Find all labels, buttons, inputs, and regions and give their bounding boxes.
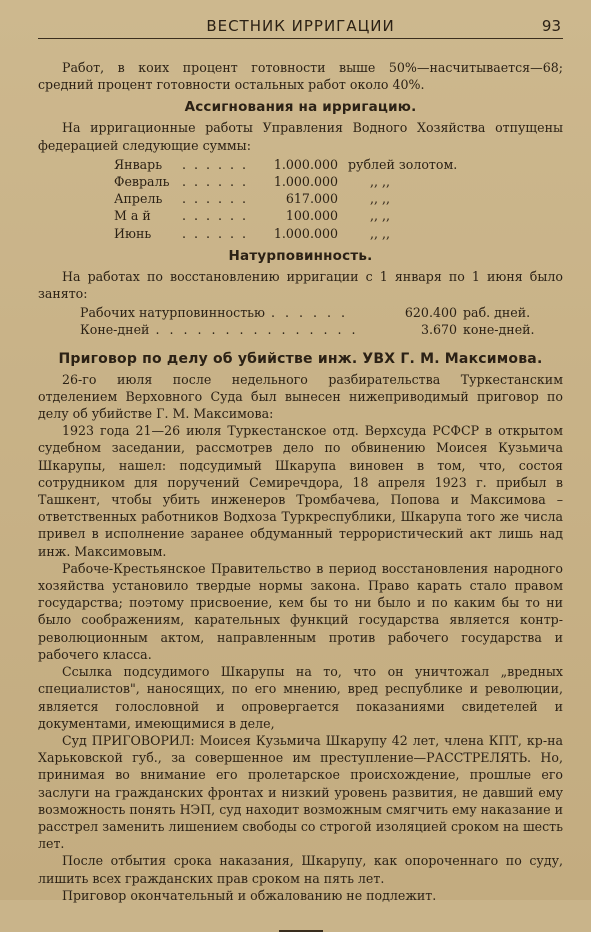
amount-value: 1.000.000: [273, 156, 338, 172]
leader-dots: . . . . . . . . . . . . . . .: [155, 322, 359, 338]
amount-value: 1.000.000: [273, 174, 338, 190]
amount-value: 3.670: [420, 322, 457, 338]
verdict-paragraph: Рабоче-Крестьянское Правительство в период восстановления народного хозяйства установило твердые нормы закона. Право карать стало правом государства; поэтому присвоение, кем бы то ни было и по каким бы то ни было соображениям, карательных функций государства является контр-революционным актом, направленным против рабочего государства и рабочего класса.: [38, 560, 563, 662]
ditto-mark: ,, ,,: [370, 208, 391, 224]
amount-value: 100.000: [285, 208, 338, 224]
ditto-mark: ,, ,,: [370, 191, 391, 207]
journal-title: ВЕСТНИК ИРРИГАЦИИ: [206, 17, 395, 35]
leader-dots: . . . . . .: [270, 305, 349, 321]
unit-label: раб. дней.: [463, 305, 531, 321]
month-label: Апрель: [114, 191, 163, 207]
verdict-paragraph: После отбытия срока наказания, Шкарупу, как опороченнаго по суду, лишить всех гражданских прав сроком на пять лет.: [38, 853, 563, 886]
unit-label: рублей золотом.: [348, 156, 458, 172]
table-row: [38, 156, 563, 173]
verdict-paragraph: 26-го июля после недельного разбирательства Туркестанским отделением Верховного Суда был вынесен нижеприводимый приговор по делу об убийстве Г. М. Максимова:: [38, 371, 563, 422]
month-label: Январь: [114, 156, 163, 172]
amount-value: 1.000.000: [273, 225, 338, 241]
month-label: Февраль: [114, 174, 170, 190]
leader-dots: . . . . . .: [182, 156, 249, 172]
section-title-verdict: Приговор по делу об убийстве инж. УВХ Г. М. Максимова.: [58, 350, 543, 367]
page-header: [38, 14, 563, 39]
section-title-labor: Натурповинность.: [228, 247, 373, 264]
intro-paragraph: Работ, в коих процент готовности выше 50%—насчитывается—68; средний процент готовности остальных работ около 40%.: [38, 60, 563, 93]
verdict-paragraph: Приговор окончательный и обжалованию не подлежит.: [62, 887, 437, 903]
row-label: Рабочих натурповинностью: [80, 305, 265, 321]
table-row: [38, 321, 563, 338]
month-label: Июнь: [114, 225, 152, 241]
table-row: [38, 304, 563, 321]
labor-text: На работах по восстановлению ирригации с 1 января по 1 июня было занято:: [38, 268, 563, 302]
table-row: [38, 207, 563, 224]
leader-dots: . . . . . .: [182, 174, 249, 190]
table-row: [38, 225, 563, 242]
row-label: Коне-дней: [80, 322, 150, 338]
leader-dots: . . . . . .: [182, 191, 249, 207]
leader-dots: . . . . . .: [182, 225, 249, 241]
appropriations-text: На ирригационные работы Управления Водного Хозяйства отпущены федерацией следующие суммы:: [38, 120, 563, 153]
unit-label: коне-дней.: [463, 322, 535, 338]
month-label: М а й: [114, 208, 151, 224]
appropriations-table: [38, 156, 563, 242]
ditto-mark: ,, ,,: [370, 174, 391, 190]
ditto-mark: ,, ,,: [370, 225, 391, 241]
amount-value: 617.000: [285, 191, 338, 207]
verdict-paragraph: Ссылка подсудимого Шкарупы на то, что он уничтожал „вредных специалистов", наносящих, по его мнению, вред республике и революции, является голословной и опровергается показаниями свидетелей и документами, имеющимися в деле,: [38, 664, 563, 731]
verdict-paragraph: Суд ПРИГОВОРИЛ: Моисея Кузьмича Шкарупу 42 лет, члена КПТ, кр-на Харьковской губ., за совершенное им преступление—РАССТРЕЛЯТЬ. Но, принимая во внимание его пролетарское происхождение, прошлые его заслуги на гражданских фронтах и низкий уровень развития, не давший ему возможность понять НЭП, суд находит возможным смягчить ему наказание и расстрел заменить лишением свободы со строгой изоляцией сроком на шесть лет.: [38, 732, 563, 852]
table-row: [38, 173, 563, 190]
table-row: [38, 190, 563, 207]
page-number: 93: [541, 17, 561, 35]
section-title-appropriations: Ассигнования на ирригацию.: [184, 99, 417, 116]
labor-table: [38, 304, 563, 338]
leader-dots: . . . . . .: [182, 208, 249, 224]
amount-value: 620.400: [404, 305, 457, 321]
verdict-paragraph: 1923 года 21—26 июля Туркестанское отд. Верхсуда РСФСР в открытом судебном заседании, рассмотрев дело по обвинению Моисея Кузьмича Шкарупы, нашел: подсудимый Шкарупа виновен в том, что, состоя сотрудником для поручений Семиречдора, 18 апреля 1923 г. прибыл в Ташкент, чтобы убить инженеров Тромбачева, Попова и Максимова – ответственных работников Водхоза Туркреспублики, Шкарупа того же числа привел в исполнение заранее обдуманный террористический акт лишь над инж. Максимовым.: [38, 423, 563, 559]
